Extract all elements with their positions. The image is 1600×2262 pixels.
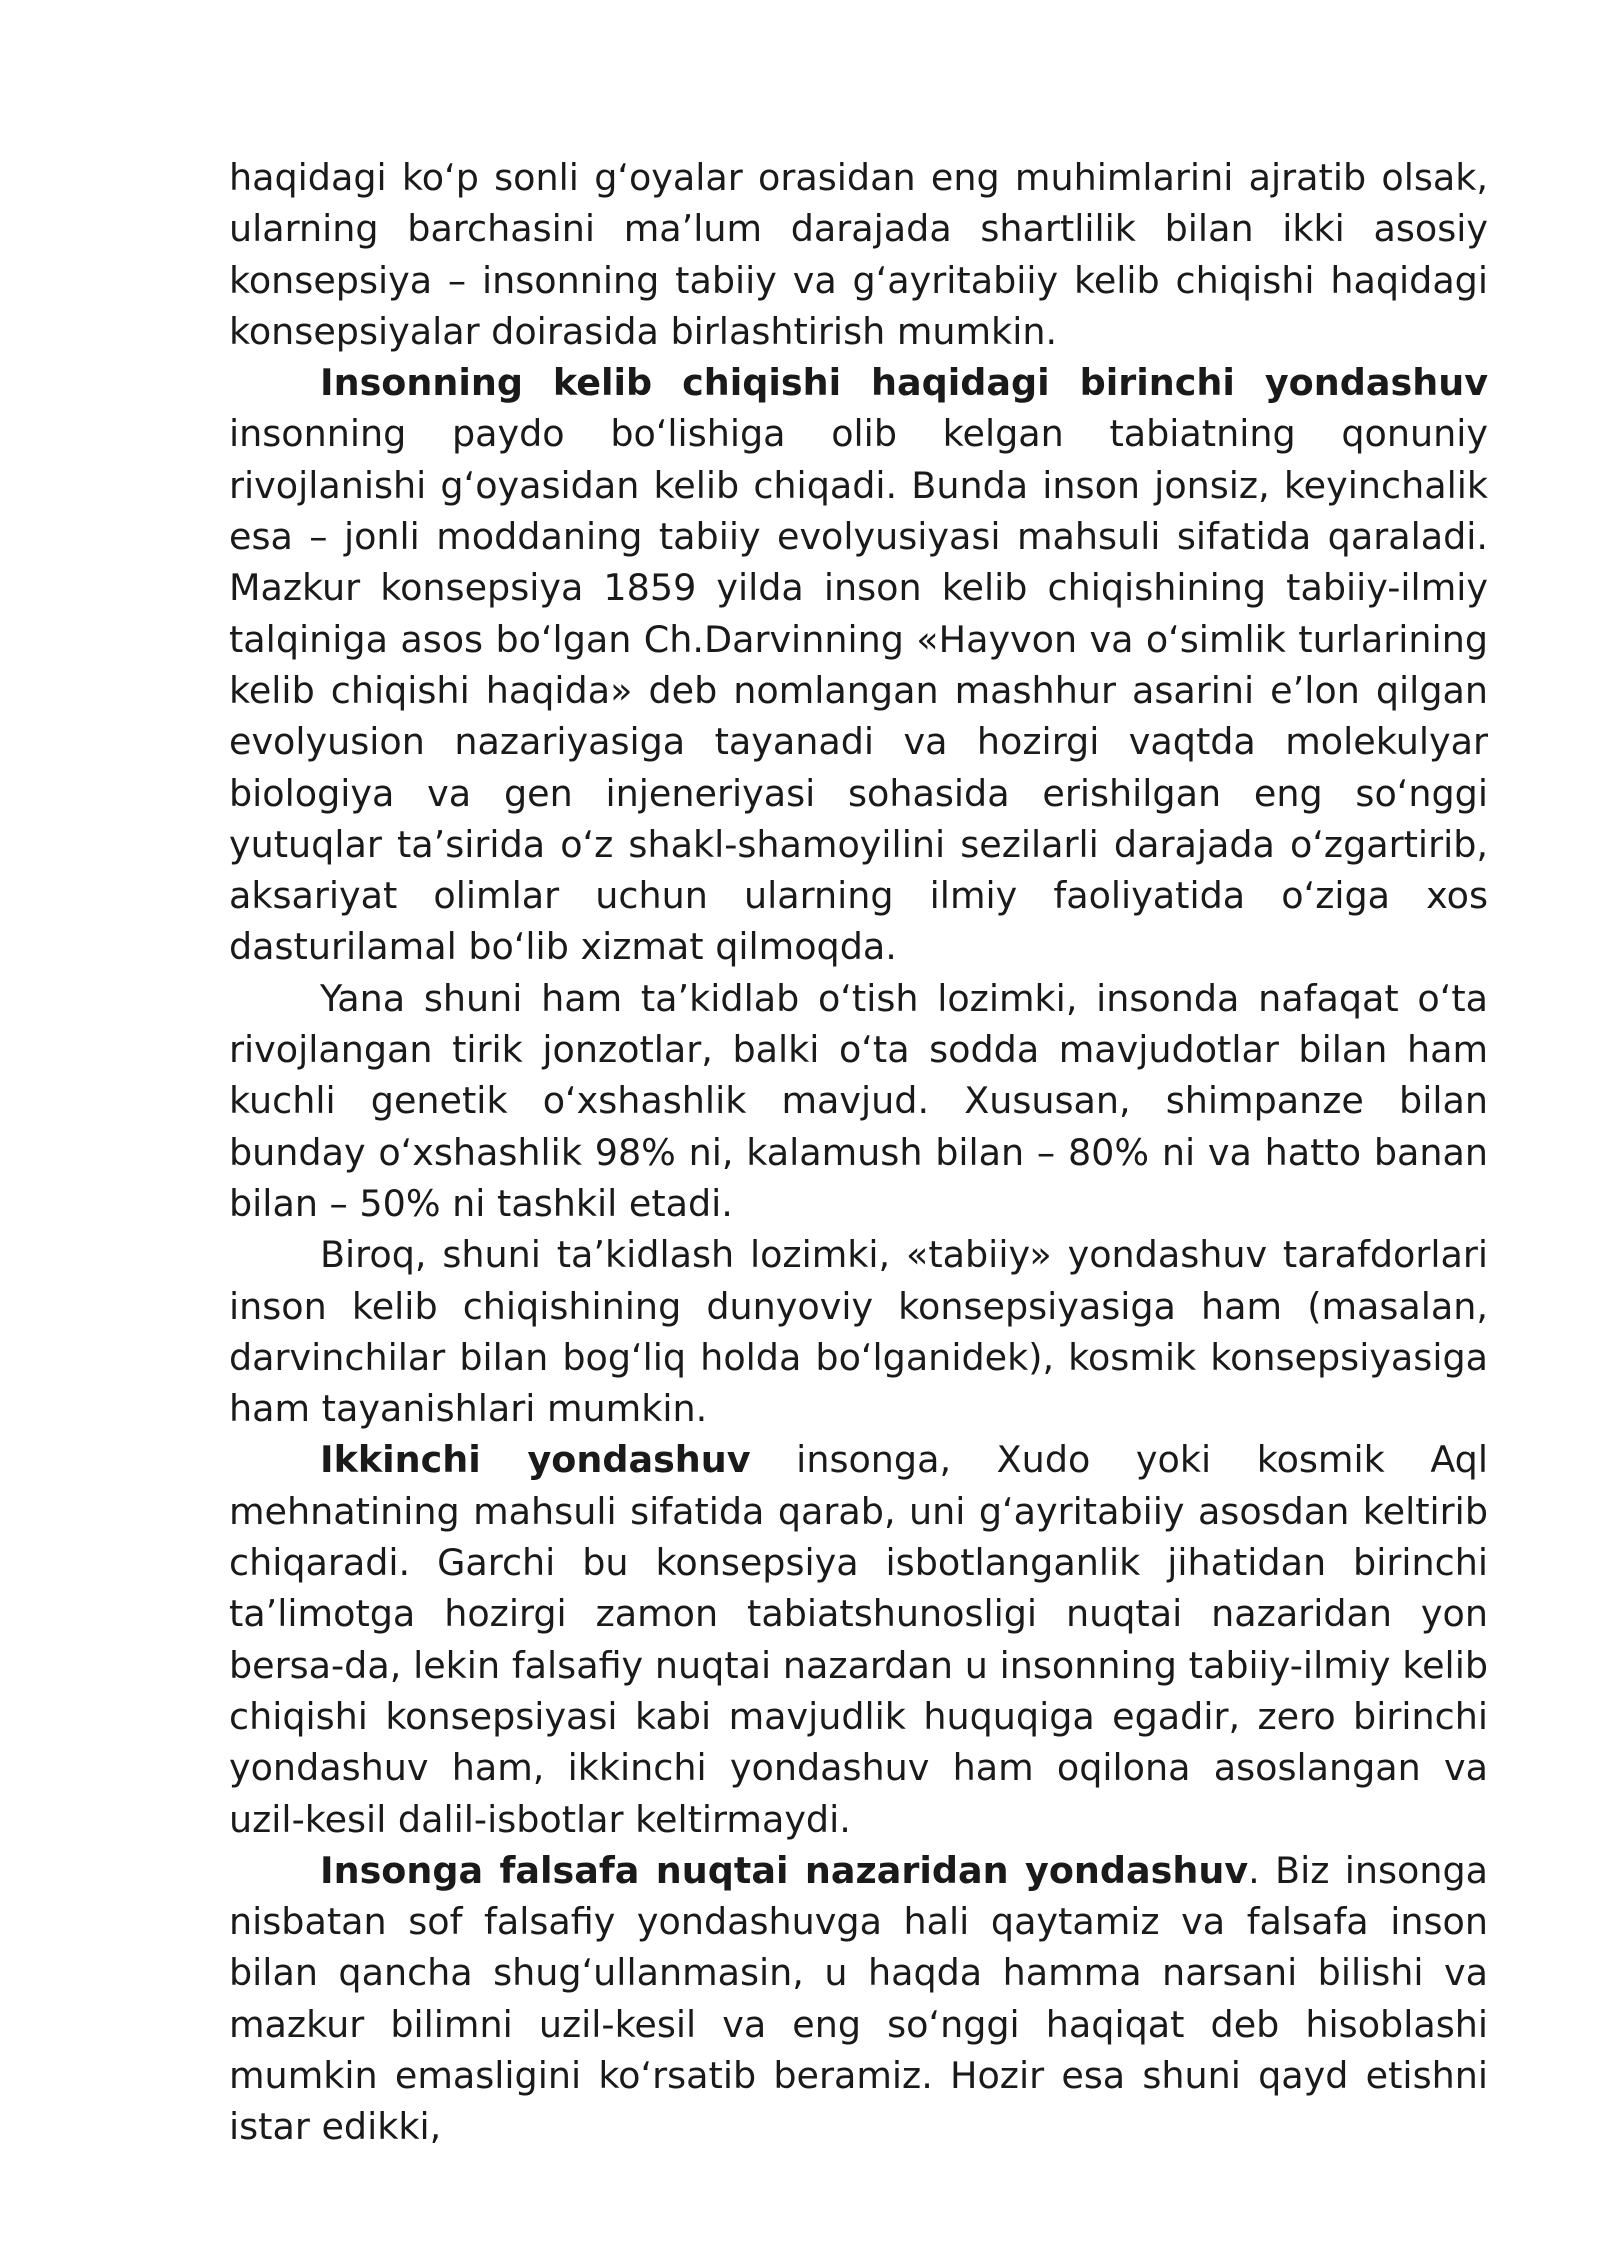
paragraph-text: insonning paydo boʻlishiga olib kelgan tabiatning qonuniy rivojlanishi gʻoyasidan kelib chiqadi. Bunda inson jonsiz, keyinchalik esa – jonli moddaning tabiiy evolyusiyasi mahsuli sifatida qaraladi. Mazkur konsepsiya 1859 yilda inson kelib chiqishining tabiiy-ilmiy talqiniga asos boʻlgan Ch.Darvinning «Hayvon va oʻsimlik turlarining kelib chiqishi haqida» deb nomlangan mashhur asarini eʼlon qilgan evolyusion nazariyasiga tayanadi va hozirgi vaqtda molekulyar biologiya va gen injeneriyasi sohasida erishilgan eng soʻnggi yutuqlar taʼsirida oʻz shakl-shamoyilini sezilarli darajada oʻzgartirib, aksariyat olimlar uchun ularning ilmiy faoliyatida oʻziga xos dasturilamal boʻlib xizmat qilmoqda. xyxy=(229,412,1488,969)
paragraph-text: . Biz insonga nisbatan sof falsafiy yondashuvga hali qaytamiz va falsafa inson bilan qancha shugʻullanmasin, u haqda hamma narsani bilishi va mazkur bilimni uzil-kesil va eng soʻnggi haqiqat deb hisoblashi mumkin emasligini koʻrsatib beramiz. Hozir esa shuni qayd etishni istar edikki, xyxy=(229,1848,1488,2149)
paragraph-text: insonga, Xudo yoki kosmik Aql mehnatining mahsuli sifatida qarab, uni gʻayritabiiy asosdan keltirib chiqaradi. Garchi bu konsepsiya isbotlanganlik jihatidan birinchi taʼlimotga hozirgi zamon tabiatshunosligi nuqtai nazaridan yon bersa-da, lekin falsafiy nuqtai nazardan u insonning tabiiy-ilmiy kelib chiqishi konsepsiyasi kabi mavjudlik huquqiga egadir, zero birinchi yondashuv ham, ikkinchi yondashuv ham oqilona asoslangan va uzil-kesil dalil-isbotlar keltirmaydi. xyxy=(229,1438,1488,1841)
paragraph-2 xyxy=(229,357,1488,973)
paragraph-bold-lead: Ikkinchi yondashuv xyxy=(320,1438,751,1482)
paragraph-4 xyxy=(229,1229,1488,1434)
paragraph-5 xyxy=(229,1434,1488,1844)
paragraph-text: Yana shuni ham taʼkidlab oʻtish lozimki, insonda nafaqat oʻta rivojlangan tirik jonzotlar, balki oʻta sodda mavjudotlar bilan ham kuchli genetik oʻxshashlik mavjud. Xususan, shimpanze bilan bunday oʻxshashlik 98% ni, kalamush bilan – 80% ni va hatto banan bilan – 50% ni tashkil etadi. xyxy=(229,976,1488,1225)
paragraph-bold-lead: Insonning kelib chiqishi haqidagi birinchi yondashuv xyxy=(320,361,1488,405)
paragraph-1 xyxy=(229,152,1488,357)
paragraph-text: haqidagi koʻp sonli gʻoyalar orasidan eng muhimlarini ajratib olsak, ularning barchasini maʼlum darajada shartlilik bilan ikki asosiy konsepsiya – insonning tabiiy va gʻayritabiiy kelib chiqishi haqidagi konsepsiyalar doirasida birlashtirish mumkin. xyxy=(229,156,1488,353)
document-page xyxy=(229,152,1488,2153)
paragraph-3 xyxy=(229,973,1488,1229)
paragraph-bold-lead: Insonga falsafa nuqtai nazaridan yondashuv xyxy=(320,1848,1249,1892)
paragraph-text: Biroq, shuni taʼkidlash lozimki, «tabiiy» yondashuv tarafdorlari inson kelib chiqishining dunyoviy konsepsiyasiga ham (masalan, darvinchilar bilan bogʻliq holda boʻlganidek), kosmik konsepsiyasiga ham tayanishlari mumkin. xyxy=(229,1233,1488,1431)
paragraph-6 xyxy=(229,1845,1488,2153)
